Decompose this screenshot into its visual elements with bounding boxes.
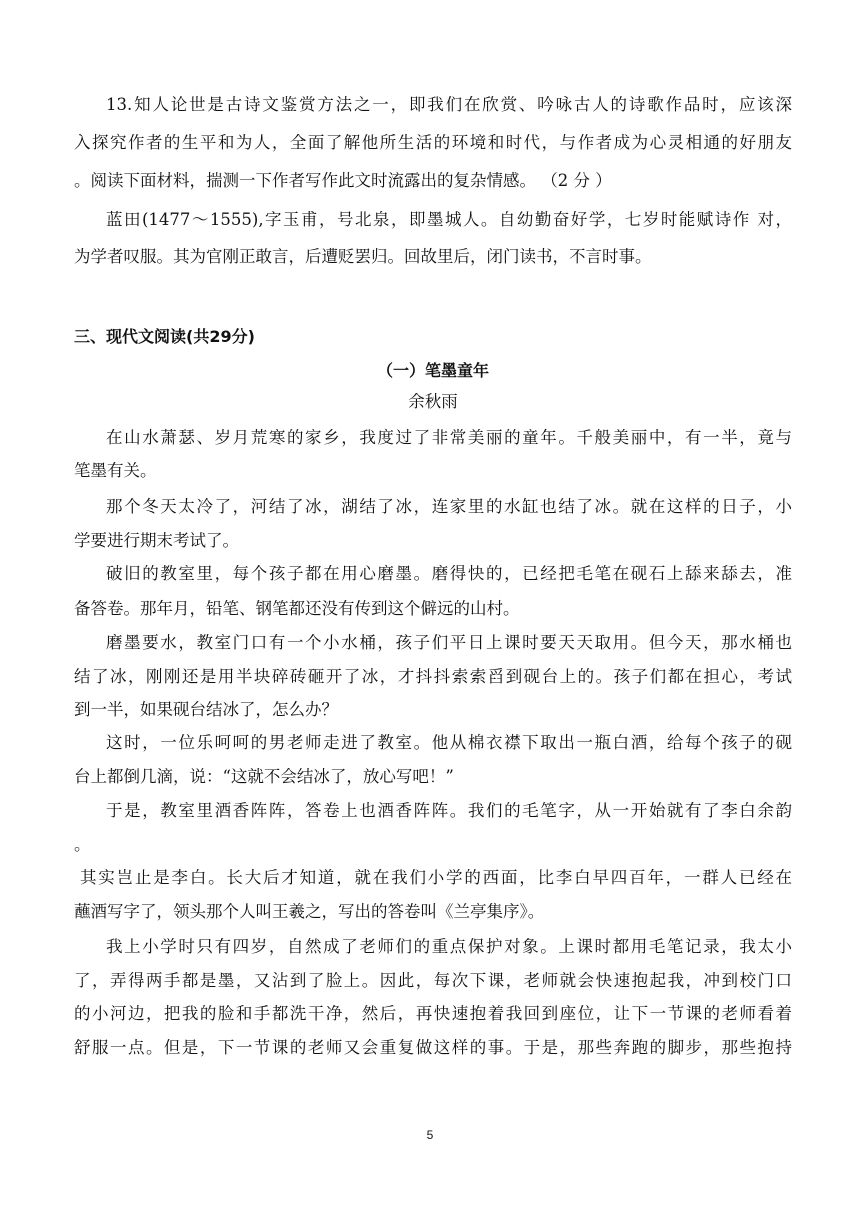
article-author: 余秋雨 [408, 392, 458, 411]
material-line-2: 为学者叹服。其为官刚正敢言，后遭贬罢归。回故里后，闭门读书，不言时事。 [74, 247, 652, 266]
material-line-1: 蓝田(1477～1555),字玉甫，号北泉，即墨城人。自幼勤奋好学，七岁时能赋诗作 对， [106, 210, 792, 229]
page-number: 5 [426, 1128, 434, 1142]
body-line-11: 台上都倒几滴，说：“这就不会结冰了，放心写吧！” [74, 767, 454, 786]
body-line-12: 于是，教室里酒香阵阵，答卷上也酒香阵阵。我们的毛笔字，从一开始就有了李白余韵 [106, 801, 792, 820]
body-line-7: 磨墨要水，教室门口有一个小水桶，孩子们平日上课时要天天取用。但今天，那水桶也 [106, 633, 792, 652]
body-line-18: 的小河边，把我的脸和手都洗干净，然后，再快速抱着我回到座位，让下一节课的老师看着 [74, 1004, 792, 1023]
body-line-1: 在山水萧瑟、岁月荒寒的家乡，我度过了非常美丽的童年。千般美丽中，有一半，竟与 [106, 428, 792, 447]
body-line-19: 舒服一点。但是，下一节课的老师又会重复做这样的事。于是，那些奔跑的脚步，那些抱持 [74, 1038, 792, 1057]
q13-line-1: 13.知人论世是古诗文鉴赏方法之一，即我们在欣赏、吟咏古人的诗歌作品时，应该深 [106, 95, 792, 114]
body-line-9: 到一半，如果砚台结冰了，怎么办？ [74, 700, 338, 719]
body-line-14: 其实岂止是李白。长大后才知道，就在我们小学的西面，比李白早四百年，一群人已经在 [80, 868, 792, 887]
body-line-17: 了，弄得两手都是墨，又沾到了脸上。因此，每次下课，老师就会快速抱起我，冲到校门口 [74, 971, 792, 990]
body-line-10: 这时，一位乐呵呵的男老师走进了教室。他从棉衣襟下取出一瓶白酒，给每个孩子的砚 [106, 733, 792, 752]
q13-line-3: 。阅读下面材料，揣测一下作者写作此文时流露出的复杂情感。 （2 分 ） [74, 171, 612, 190]
body-line-8: 结了冰，刚刚还是用半块碎砖砸开了冰，才抖抖索索舀到砚台上的。孩子们都在担心，考试 [74, 667, 792, 686]
section-heading: 三、现代文阅读(共29分) [74, 327, 255, 346]
q13-line-2: 入探究作者的生平和为人，全面了解他所生活的环境和时代，与作者成为心灵相通的好朋友 [74, 133, 792, 152]
body-line-13: 。 [74, 835, 91, 854]
body-line-3: 那个冬天太冷了，河结了冰，湖结了冰，连家里的水缸也结了冰。就在这样的日子，小 [106, 497, 792, 516]
body-line-6: 备答卷。那年月，铅笔、钢笔都还没有传到这个僻远的山村。 [74, 599, 520, 618]
body-line-16: 我上小学时只有四岁，自然成了老师们的重点保护对象。上课时都用毛笔记录，我太小 [106, 937, 792, 956]
body-line-4: 学要进行期末考试了。 [74, 531, 239, 550]
body-line-2: 笔墨有关。 [74, 461, 157, 480]
body-line-15: 蘸酒写字了，领头那个人叫王羲之，写出的答卷叫《兰亭集序》。 [74, 902, 545, 921]
article-title: （一）笔墨童年 [376, 361, 489, 380]
body-line-5: 破旧的教室里，每个孩子都在用心磨墨。磨得快的，已经把毛笔在砚石上舔来舔去，准 [106, 564, 792, 583]
